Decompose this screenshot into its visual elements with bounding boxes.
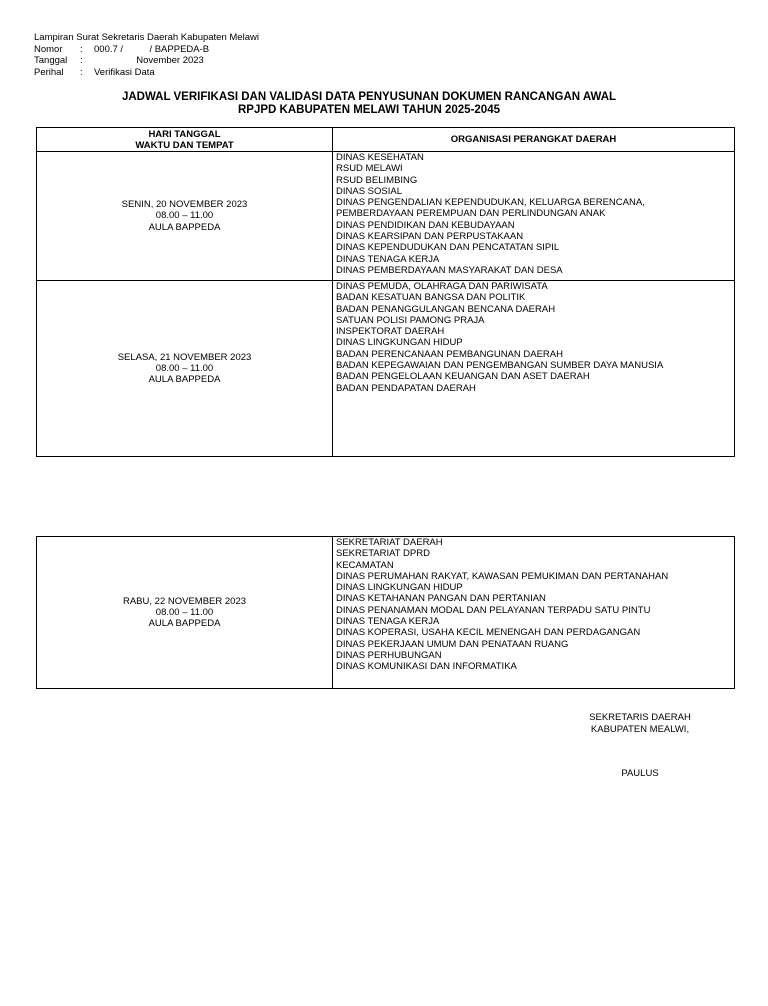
attachment-line: Lampiran Surat Sekretaris Daerah Kabupaten Melawi — [34, 32, 259, 43]
list-item: DINAS KEPENDUDUKAN DAN PENCATATAN SIPIL — [336, 242, 560, 254]
header-date-line-2: WAKTU DAN TEMPAT — [135, 139, 234, 151]
field-value: Verifikasi Data — [94, 66, 155, 78]
document-title — [0, 91, 738, 117]
letter-header — [34, 32, 259, 78]
header-date-line-1: HARI TANGGAL — [148, 128, 221, 140]
place-text: AULA BAPPEDA — [148, 374, 221, 386]
day-text: RABU, 22 NOVEMBER 2023 — [122, 595, 247, 607]
field-perihal: Perihal : Verifikasi Data — [34, 66, 155, 78]
time-text: 08.00 – 11.00 — [155, 606, 214, 618]
title-line-1: JADWAL VERIFIKASI DAN VALIDASI DATA PENYUSUNAN DOKUMEN RANCANGAN AWAL — [121, 91, 617, 103]
time-text: 08.00 – 11.00 — [155, 210, 214, 222]
list-item: DINAS TENAGA KERJA — [336, 253, 440, 265]
place-text: AULA BAPPEDA — [148, 221, 221, 233]
org-list — [333, 281, 735, 457]
field-key: Perihal — [34, 66, 64, 78]
list-item: DINAS KOMUNIKASI DAN INFORMATIKA — [336, 661, 517, 673]
list-item: BADAN PENANGGULANGAN BENCANA DAERAH — [336, 303, 556, 315]
list-item: DINAS PENGENDALIAN KEPENDUDUKAN, KELUARGA BERENCANA, — [336, 197, 645, 209]
list-item: DINAS KEARSIPAN DAN PERPUSTAKAAN — [336, 231, 524, 243]
signatory-name: PAULUS — [621, 768, 659, 779]
field-nomor: Nomor : 000.7 / / BAPPEDA-B — [34, 43, 210, 55]
list-item: SEKRETARIAT DAERAH — [336, 537, 443, 548]
list-item: DINAS PERHUBUNGAN — [336, 649, 442, 661]
date-cell — [37, 281, 333, 457]
signature-block — [560, 712, 720, 780]
list-item: DINAS SOSIAL — [336, 185, 402, 197]
field-tanggal: Tanggal : November 2023 — [34, 55, 204, 66]
header-date-cell — [37, 128, 333, 152]
date-cell — [37, 537, 333, 689]
list-item: BADAN KEPEGAWAIAN DAN PENGEMBANGAN SUMBER DAYA MANUSIA — [336, 360, 664, 372]
time-text: 08.00 – 11.00 — [155, 362, 214, 374]
list-item: DINAS KETAHANAN PANGAN DAN PERTANIAN — [336, 593, 546, 605]
list-item: BADAN PERENCANAAN PEMBANGUNAN DAERAH — [336, 348, 563, 360]
list-item: RSUD BELIMBING — [336, 174, 418, 186]
list-item: DINAS LINGKUNGAN HIDUP — [336, 337, 463, 349]
signatory-title: SEKRETARIS DAERAH — [589, 712, 691, 723]
list-item: SATUAN POLISI PAMONG PRAJA — [336, 314, 485, 326]
day-text: SELASA, 21 NOVEMBER 2023 — [117, 351, 252, 363]
list-item: DINAS KESEHATAN — [336, 152, 424, 163]
list-item: DINAS PENANAMAN MODAL DAN PELAYANAN TERPADU SATU PINTU — [336, 604, 651, 616]
title-line-2: RPJPD KABUPATEN MELAWI TAHUN 2025-2045 — [238, 104, 500, 116]
list-item: DINAS KOPERASI, USAHA KECIL MENENGAH DAN PERDAGANGAN — [336, 627, 641, 639]
date-cell — [37, 152, 333, 281]
list-item: SEKRETARIAT DPRD — [336, 548, 430, 560]
field-key: Tanggal — [34, 55, 68, 66]
list-item: BADAN PENDAPATAN DAERAH — [336, 382, 476, 394]
list-item: INSPEKTORAT DAERAH — [336, 326, 445, 338]
list-item: BADAN PENGELOLAAN KEUANGAN DAN ASET DAERAH — [336, 371, 590, 383]
table-row — [37, 537, 735, 689]
schedule-table-continued — [36, 536, 735, 689]
signatory-office: KABUPATEN MEALWI, — [590, 723, 690, 735]
header-org-cell: ORGANISASI PERANGKAT DAERAH — [333, 128, 735, 152]
list-item: DINAS TENAGA KERJA — [336, 616, 440, 628]
list-item: BADAN KESATUAN BANGSA DAN POLITIK — [336, 292, 526, 304]
org-list — [333, 537, 735, 689]
list-item: DINAS PEMBERDAYAAN MASYARAKAT DAN DESA — [336, 264, 563, 276]
day-text: SENIN, 20 NOVEMBER 2023 — [121, 199, 248, 211]
table-header-row — [37, 128, 735, 152]
field-key: Nomor — [34, 43, 63, 55]
list-item: DINAS PERUMAHAN RAKYAT, KAWASAN PEMUKIMAN DAN PERTANAHAN — [336, 570, 669, 582]
list-item: DINAS PEKERJAAN UMUM DAN PENATAAN RUANG — [336, 638, 569, 650]
schedule-table — [36, 127, 735, 457]
field-value: November 2023 — [94, 55, 204, 66]
list-item: KECAMATAN — [336, 559, 394, 571]
list-item: RSUD MELAWI — [336, 163, 403, 175]
list-item: DINAS PENDIDIKAN DAN KEBUDAYAAN — [336, 219, 515, 231]
place-text: AULA BAPPEDA — [148, 618, 221, 630]
field-value: 000.7 / / BAPPEDA-B — [94, 43, 210, 55]
org-list — [333, 152, 735, 281]
list-item: PEMBERDAYAAN PEREMPUAN DAN PERLINDUNGAN ANAK — [336, 208, 606, 220]
list-item: DINAS LINGKUNGAN HIDUP — [336, 582, 463, 594]
table-row — [37, 281, 735, 457]
table-row — [37, 152, 735, 281]
list-item: DINAS PEMUDA, OLAHRAGA DAN PARIWISATA — [336, 281, 548, 292]
